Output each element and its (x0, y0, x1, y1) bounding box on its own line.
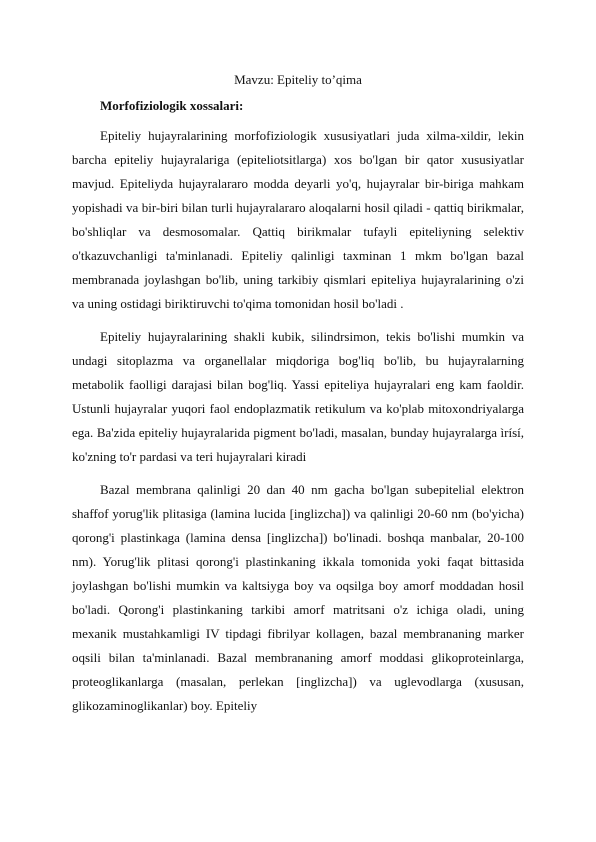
paragraph-2: Epiteliy hujayralarining shakli kubik, silindrsimon, tekis bo'lishi mumkin va undagi sitoplazma va organellalar miqdoriga bog'liq bo'lib, bu hujayralarning metabolik faolligi darajasi bilan bog'liq. Yassi epiteliya hujayralari eng kam faoldir. Ustunli hujayralar yuqori faol endoplazmatik retikulum va ko'plab mitoxondriyalarga ega. Ba'zida epiteliy hujayralarida pigment bo'ladi, masalan, bunday hujayralarga ìrísí, ko'zning to'r pardasi va teri hujayralari kiradi (72, 329, 524, 464)
section-heading: Morfofiziologik xossalari: (100, 98, 244, 113)
paragraph-1: Epiteliy hujayralarining morfofiziologik xususiyatlari juda xilma-xildir, lekin barcha epiteliy hujayralariga (epiteliotsitlarga) xos bo'lgan bir qator xususiyatlar mavjud. Epiteliyda hujayralararo modda deyarli yo'q, hujayralar bir-biriga mahkam yopishadi va bir-biri bilan turli hujayralararo aloqalarni hosil qiladi - qattiq birikmalar, bo'shliqlar va desmosomalar. Qattiq birikmalar tufayli epiteliyning selektiv o'tkazuvchanligi ta'minlanadi. Epiteliy qalinligi taxminan 1 mkm bo'lgan bazal membranada joylashgan bo'lib, uning tarkibiy qismlari epiteliya hujayralarining o'zi va uning ostidagi biriktiruvchi to'qima tomonidan hosil bo'ladi . (72, 128, 524, 311)
paragraph-3: Bazal membrana qalinligi 20 dan 40 nm gacha bo'lgan subepitelial elektron shaffof yorug'lik plitasiga (lamina lucida [inglizcha]) va qalinligi 20-60 nm (bo'yicha) qorong'i plastinkaga (lamina densa [inglizcha]) bo'linadi. boshqa manbalar, 20-100 nm). Yorug'lik plitasi qorong'i plastinkaning ikkala tomonida yoki faqat bittasida joylashgan bo'lishi mumkin va kaltsiyga boy va oqsilga boy amorf moddadan hosil bo'ladi. Qorong'i plastinkaning tarkibi amorf matritsani o'z ichiga oladi, uning mexanik mustahkamligi IV tipdagi fibrilyar kollagen, bazal membrananing marker oqsili bilan ta'minlanadi. Bazal membrananing amorf moddasi glikoproteinlarga, proteoglikanlarga (masalan, perlekan [inglizcha]) va uglevodlarga (xususan, glikozaminoglikanlar) boy. Epiteliy (72, 482, 524, 713)
document-title: Mavzu: Epiteliy to’qima (234, 72, 362, 87)
document-page (72, 68, 524, 727)
